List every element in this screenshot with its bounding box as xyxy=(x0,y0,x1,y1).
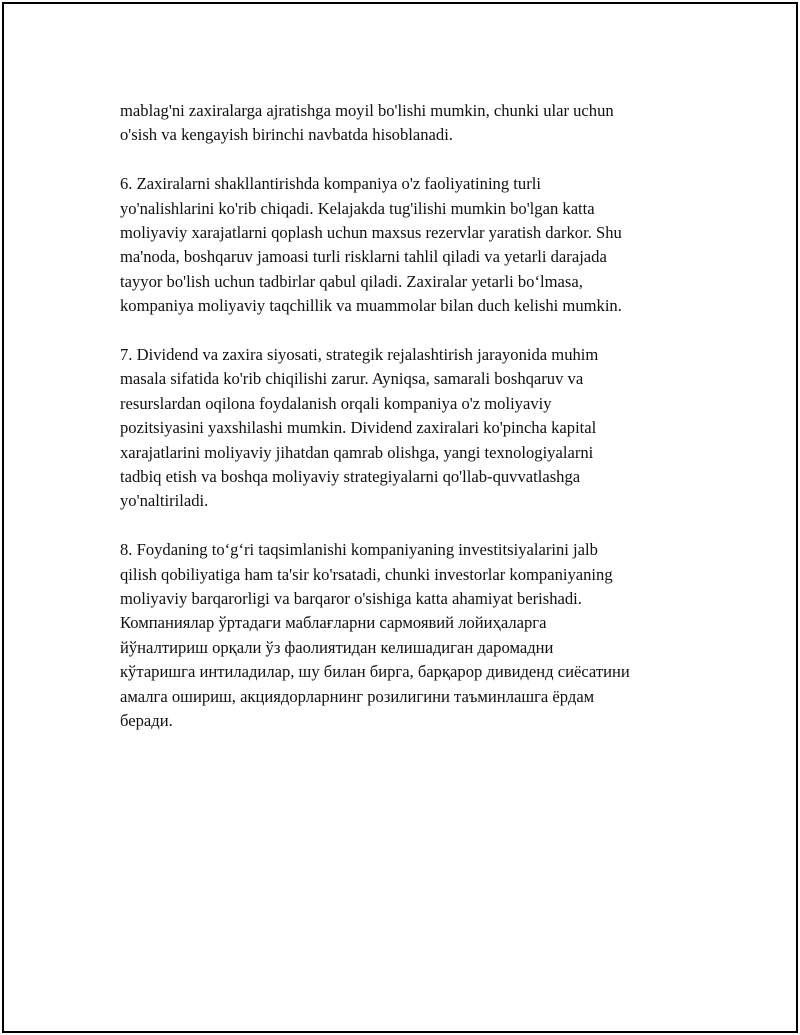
paragraph-continuation: mablag'ni zaxiralarga ajratishga moyil bo'lishi mumkin, chunki ular uchun o'sish va kengayish birinchi navbatda hisoblanadi. xyxy=(120,101,614,145)
paragraph-8: 8. Foydaning to‘g‘ri taqsimlanishi kompaniyaning investitsiyalarini jalb qilish qobiliyatiga ham ta'sir ko'rsatadi, chunki investorlar kompaniyaning moliyaviy barqarorligi va barqaror o'sishiga katta ahamiyat berishadi. Компаниялар ўртадаги маблағларни сармоявий лойиҳаларга йўналтириш орқали ўз фаолиятидан келишадиган даромадни кўтаришга интиладилар, шу билан бирга, барқарор дивиденд сиёсатини амалга ошириш, акциядорларнинг розилигини таъминлашга ёрдам беради. xyxy=(120,540,630,731)
paragraph-6: 6. Zaxiralarni shakllantirishda kompaniya o'z faoliyatining turli yo'nalishlarini ko'rib chiqadi. Kelajakda tug'ilishi mumkin bo'lgan katta moliyaviy xarajatlarni qoplash uchun maxsus rezervlar yaratish darkor. Shu ma'noda, boshqaruv jamoasi turli risklarni tahlil qiladi va yetarli darajada tayyor bo'lish uchun tadbirlar qabul qiladi. Zaxiralar yetarli bo‘lmasa, kompaniya moliyaviy taqchillik va muammolar bilan duch kelishi mumkin. xyxy=(120,174,622,316)
document-page xyxy=(2,2,798,1033)
page-content xyxy=(120,99,710,758)
paragraph-7: 7. Dividend va zaxira siyosati, strategik rejalashtirish jarayonida muhim masala sifatida ko'rib chiqilishi zarur. Ayniqsa, samarali boshqaruv va resurslardan oqilona foydalanish orqali kompaniya o'z moliyaviy pozitsiyasini yaxshilashi mumkin. Dividend zaxiralari ko'pincha kapital xarajatlarini moliyaviy jihatdan qamrab olishga, yangi texnologiyalarni tadbiq etish va boshqa moliyaviy strategiyalarni qo'llab-quvvatlashga yo'naltiriladi. xyxy=(120,345,599,511)
